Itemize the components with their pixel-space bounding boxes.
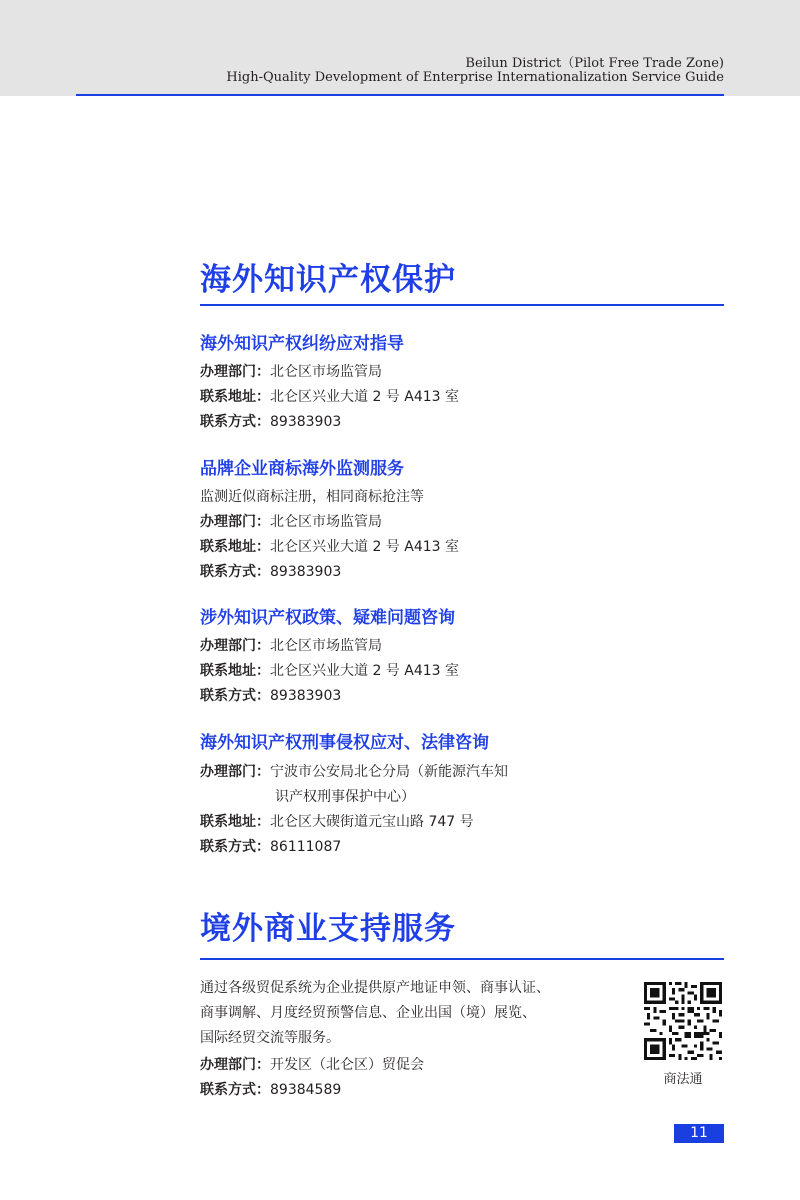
section-rule (200, 304, 724, 306)
contact-value: 89383903 (270, 688, 342, 704)
description-line: 商事调解、月度经贸预警信息、企业出国（境）展览、 (200, 1005, 536, 1021)
dept-line (200, 511, 382, 531)
qr-code[interactable] (644, 982, 722, 1060)
item-title: 涉外知识产权政策、疑难问题咨询 (200, 608, 455, 628)
header-line-1: Beilun District（Pilot Free Trade Zone) (465, 56, 724, 71)
dept-label: 办理部门： (200, 1057, 270, 1073)
addr-value: 北仑区兴业大道 2 号 A413 室 (270, 539, 460, 555)
item-title: 海外知识产权刑事侵权应对、法律咨询 (200, 733, 489, 753)
addr-label: 联系地址： (200, 539, 270, 555)
addr-line (200, 660, 459, 680)
addr-line (200, 811, 474, 831)
contact-value: 89383903 (270, 564, 342, 580)
dept-value: 开发区（北仑区）贸促会 (270, 1057, 424, 1073)
dept-label: 办理部门： (200, 764, 270, 780)
section-title-ip-protection: 海外知识产权保护 (200, 262, 456, 298)
dept-line (200, 1054, 424, 1074)
header-line-2: High-Quality Development of Enterprise Internationalization Service Guide (226, 70, 724, 85)
dept-label: 办理部门： (200, 638, 270, 654)
addr-value: 北仑区兴业大道 2 号 A413 室 (270, 389, 460, 405)
addr-value: 北仑区大碶街道元宝山路 747 号 (270, 814, 474, 830)
addr-label: 联系地址： (200, 814, 270, 830)
contact-line (200, 411, 341, 431)
contact-line (200, 561, 341, 581)
contact-label: 联系方式： (200, 564, 270, 580)
section-rule (200, 958, 724, 960)
contact-line (200, 1079, 341, 1099)
item-title: 品牌企业商标海外监测服务 (200, 459, 404, 479)
dept-label: 办理部门： (200, 514, 270, 530)
addr-line (200, 536, 459, 556)
description-line: 国际经贸交流等服务。 (200, 1030, 340, 1046)
contact-value: 89384589 (270, 1082, 342, 1098)
dept-value: 宁波市公安局北仑分局（新能源汽车知 (270, 764, 508, 780)
description-line: 通过各级贸促系统为企业提供原产地证申领、商事认证、 (200, 980, 550, 996)
contact-label: 联系方式： (200, 839, 270, 855)
item-title: 海外知识产权纠纷应对指导 (200, 334, 404, 354)
addr-line (200, 386, 459, 406)
contact-value: 86111087 (270, 839, 342, 855)
dept-value: 北仑区市场监管局 (270, 364, 382, 380)
dept-line (200, 761, 508, 781)
dept-line (200, 361, 382, 381)
contact-label: 联系方式： (200, 414, 270, 430)
qr-label: 商法通 (663, 1072, 703, 1087)
dept-label: 办理部门： (200, 364, 270, 380)
contact-line (200, 685, 341, 705)
dept-value-continued: 识产权刑事保护中心） (275, 789, 415, 805)
contact-label: 联系方式： (200, 688, 270, 704)
section-title-business-support: 境外商业支持服务 (200, 911, 456, 947)
dept-value: 北仑区市场监管局 (270, 514, 382, 530)
dept-line (200, 635, 382, 655)
contact-value: 89383903 (270, 414, 342, 430)
contact-line (200, 836, 341, 856)
addr-label: 联系地址： (200, 389, 270, 405)
page-number: 11 (674, 1124, 724, 1143)
addr-label: 联系地址： (200, 663, 270, 679)
dept-value: 北仑区市场监管局 (270, 638, 382, 654)
addr-value: 北仑区兴业大道 2 号 A413 室 (270, 663, 460, 679)
item-description: 监测近似商标注册，相同商标抢注等 (200, 489, 424, 505)
header-rule (76, 94, 724, 96)
contact-label: 联系方式： (200, 1082, 270, 1098)
